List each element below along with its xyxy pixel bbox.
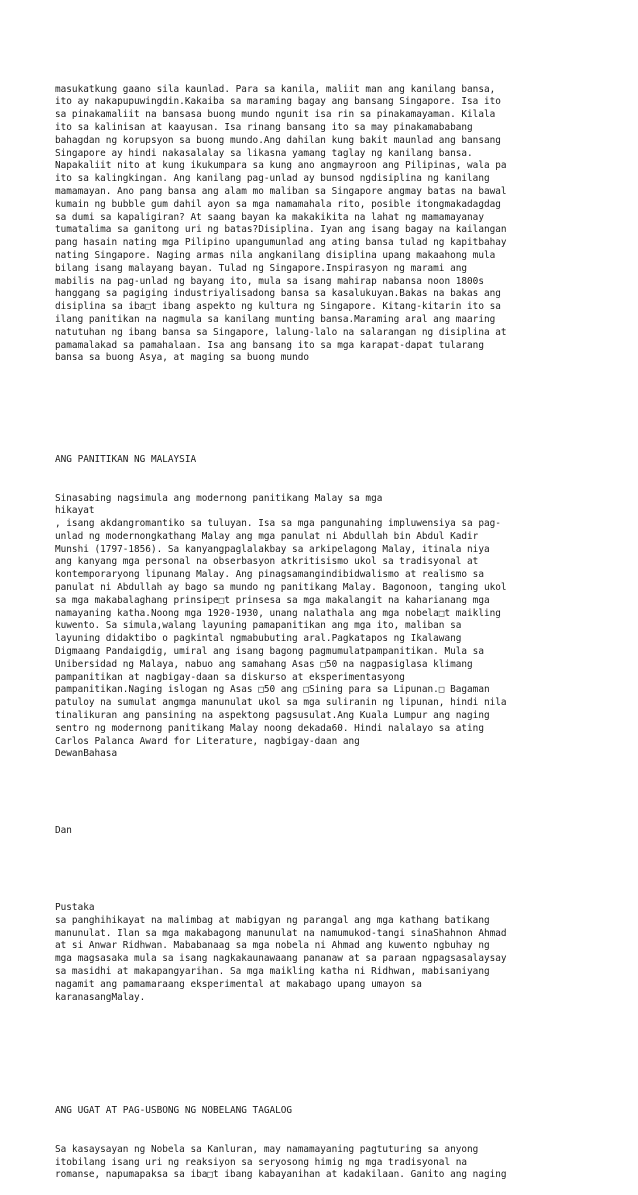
text-line: panulat ni Abdullah ay bago sa mundo ng panitikang Malay. Bagonoon, tanging ukol — [55, 582, 507, 594]
text-line: karanasangMalay. — [55, 991, 146, 1003]
text-line: Carlos Palanca Award for Literature, nagbigay-daan ang — [55, 735, 360, 747]
text-line: nating Singapore. Naging armas nila angkanilang disiplina upang makaahong mula — [55, 249, 496, 261]
text-line: mabilis na pag-unlad ng bayang ito, mula sa isang mahirap nabansa noon 1800s — [55, 275, 484, 287]
text-line: bansa sa buong Asya, at maging sa buong mundo — [55, 352, 309, 364]
line-dan: Dan — [55, 825, 72, 837]
text-line: bilang isang malayang bayan. Tulad ng Singapore.Inspirasyon ng marami ang — [55, 262, 468, 274]
document-page — [55, 58, 600, 1195]
text-line: Napakaliit nito at kung ikukumpara sa kung ano angmayroon ang Pilipinas, wala pa — [55, 160, 507, 172]
text-line: masukatkung gaano sila kaunlad. Para sa kanila, maliit man ang kanilang bansa, — [55, 83, 496, 95]
text-line: nagamit ang pamamaraang eksperimental at makabago upang umayon sa — [55, 978, 422, 990]
text-line: ito ay nakapupuwingdin.Kakaiba sa maraming bagay ang bansang Singapore. Isa ito — [55, 96, 501, 108]
text-line: ilang panitikan na nagmula sa kanilang munting bansa.Maraming aral ang maaring — [55, 313, 496, 325]
paragraph-gap — [55, 1030, 600, 1067]
text-line: manunulat. Ilan sa mga makabagong manunulat na namumukod-tangi sinaShahnon Ahmad — [55, 927, 507, 939]
text-line: Sa kasaysayan ng Nobela sa Kanluran, may namamayaning pagtuturing sa anyong — [55, 1143, 479, 1155]
paragraph-pustaka — [55, 902, 600, 1004]
text-line: Pustaka — [55, 902, 95, 913]
text-line: , isang akdangromantiko sa tuluyan. Isa sa mga pangunahing impluwensiya sa pag- — [55, 518, 501, 530]
text-line: kontemporaryong lipunang Malay. Ang pinagsamangindibidwalismo at realismo sa — [55, 569, 484, 581]
text-line: kuwento. Sa simula,walang layuning pamapanitikan ang mga ito, maliban sa — [55, 620, 462, 632]
text-line: Munshi (1797-1856). Sa kanyangpaglalakbay sa arkipelagong Malay, itinala niya — [55, 543, 490, 555]
text-line: sa pinakamaliit na bansasa buong mundo ngunit isa rin sa pinakamayaman. Kilala — [55, 109, 496, 121]
text-line: pampanitikan.Naging islogan ng Asas □50 ang □Sining para sa Lipunan.□ Bagaman — [55, 684, 490, 696]
text-line: Sinasabing nagsimula ang modernong panitikang Malay sa mga — [55, 492, 383, 504]
text-line: pamamalakad sa pamahalaan. Isa ang bansang ito sa mga karapat-dapat tularang — [55, 339, 484, 351]
paragraph-singapore — [55, 84, 600, 366]
paragraph-gap — [55, 391, 600, 416]
text-line: ito sa kalingkingan. Ang kanilang pag-unlad ay bunsod ngdisiplina ng kanilang — [55, 173, 490, 185]
text-line: itobilang isang uri ng reaksiyon sa seryosong himig ng mga tradisyonal na — [55, 1156, 468, 1168]
text-line: hikayat — [55, 505, 95, 517]
text-line: tumatalima sa ganitong uri ng batas?Disiplina. Iyan ang isang bagay na kailangan — [55, 224, 507, 236]
text-line: bahagdan ng korupsyon sa buong mundo.Ang dahilan kung bakit maunlad ang bansang — [55, 134, 501, 146]
text-line: Digmaang Pandaigdig, umiral ang isang bagong pagmumulatpampanitikan. Mula sa — [55, 646, 484, 658]
paragraph-gap — [55, 787, 600, 800]
paragraph-nobelang-tagalog — [55, 1144, 600, 1182]
text-line: namayaning katha.Noong mga 1920-1930, unang nalathala ang mga nobela□t maikling — [55, 607, 501, 619]
paragraph-gap — [55, 864, 600, 877]
text-line: ito sa kalinisan at kaayusan. Isa rinang bansang ito sa may pinakamababang — [55, 121, 473, 133]
text-line: sa dumi sa kapaligiran? At saang bayan ka makakikita na lahat ng mamamayanay — [55, 211, 484, 223]
text-line: tinalikuran ang pansining na aspektong pagsusulat.Ang Kuala Lumpur ang naging — [55, 710, 490, 722]
text-line: sa panghihikayat na malimbag at mabigyan ng parangal ang mga kathang batikang — [55, 914, 490, 926]
text-line: DewanBahasa — [55, 748, 118, 760]
text-line: unlad ng modernongkathang Malay ang mga panulat ni Abdullah bin Abdul Kadir — [55, 530, 479, 542]
text-line: mamamayan. Ano pang bansa ang alam mo maliban sa Singapore angmay batas na bawal — [55, 185, 507, 197]
text-line: romanse, napumapaksa sa iba□t ibang kabayanihan at kadakilaan. Ganito ang naging — [55, 1169, 507, 1181]
text-line: Singapore ay hindi nakasalalay sa likasna yamang taglay ng kanilang bansa. — [55, 147, 473, 159]
text-line: Unibersidad ng Malaya, nabuo ang samahang Asas □50 na nagpasiglasa klimang — [55, 658, 473, 670]
section-heading-malaysia: ANG PANITIKAN NG MALAYSIA — [55, 454, 197, 466]
text-line: pampanitikan at nagbigay-daan sa diskurso at eksperimentasyong — [55, 671, 405, 683]
text-line: kumain ng bubble gum dahil ayon sa mga namamahala rito, posible itongmakadagdag — [55, 198, 501, 210]
paragraph-malaysia — [55, 493, 600, 762]
text-line: ang kanyang mga personal na obserbasyon atkritisismo ukol sa tradisyonal at — [55, 556, 479, 568]
text-line: mga magsasaka mula sa isang nagkakaunawaang pananaw at sa paraan ngpagsasalaysay — [55, 953, 507, 965]
text-line: sa mga makabalaghang prinsipe□t prinsesa sa mga makalangit na kaharianang mga — [55, 594, 490, 606]
text-line: sa masidhi at makapangyarihan. Sa mga maikling katha ni Ridhwan, mabisaniyang — [55, 965, 490, 977]
section-heading-nobelang-tagalog: ANG UGAT AT PAG-USBONG NG NOBELANG TAGALOG — [55, 1105, 293, 1117]
text-line: pang hasain nating mga Pilipino upangumunlad ang ating bansa tulad ng kapitbahay — [55, 237, 507, 249]
text-line: layuning didaktibo o pagkintal ngmabubuting aral.Pagkatapos ng Ikalawang — [55, 633, 462, 645]
text-line: sentro ng modernong panitikang Malay noong dekada60. Hindi nalalayo sa ating — [55, 722, 484, 734]
text-line: patuloy na sumulat angmga manunulat ukol sa mga suliranin ng lipunan, hindi nila — [55, 697, 507, 709]
text-line: at si Anwar Ridhwan. Mababanaag sa mga nobela ni Ahmad ang kuwento ngbuhay ng — [55, 940, 490, 952]
text-line: disiplina sa iba□t ibang aspekto ng kultura ng Singapore. Kitang-kitarin ito sa — [55, 301, 501, 313]
text-line: natutuhan ng ibang bansa sa Singapore, lalung-lalo na salarangan ng disiplina at — [55, 326, 507, 338]
text-line: hanggang sa pagiging industriyalisadong bansa sa kasalukuyan.Bakas na bakas ang — [55, 288, 501, 300]
